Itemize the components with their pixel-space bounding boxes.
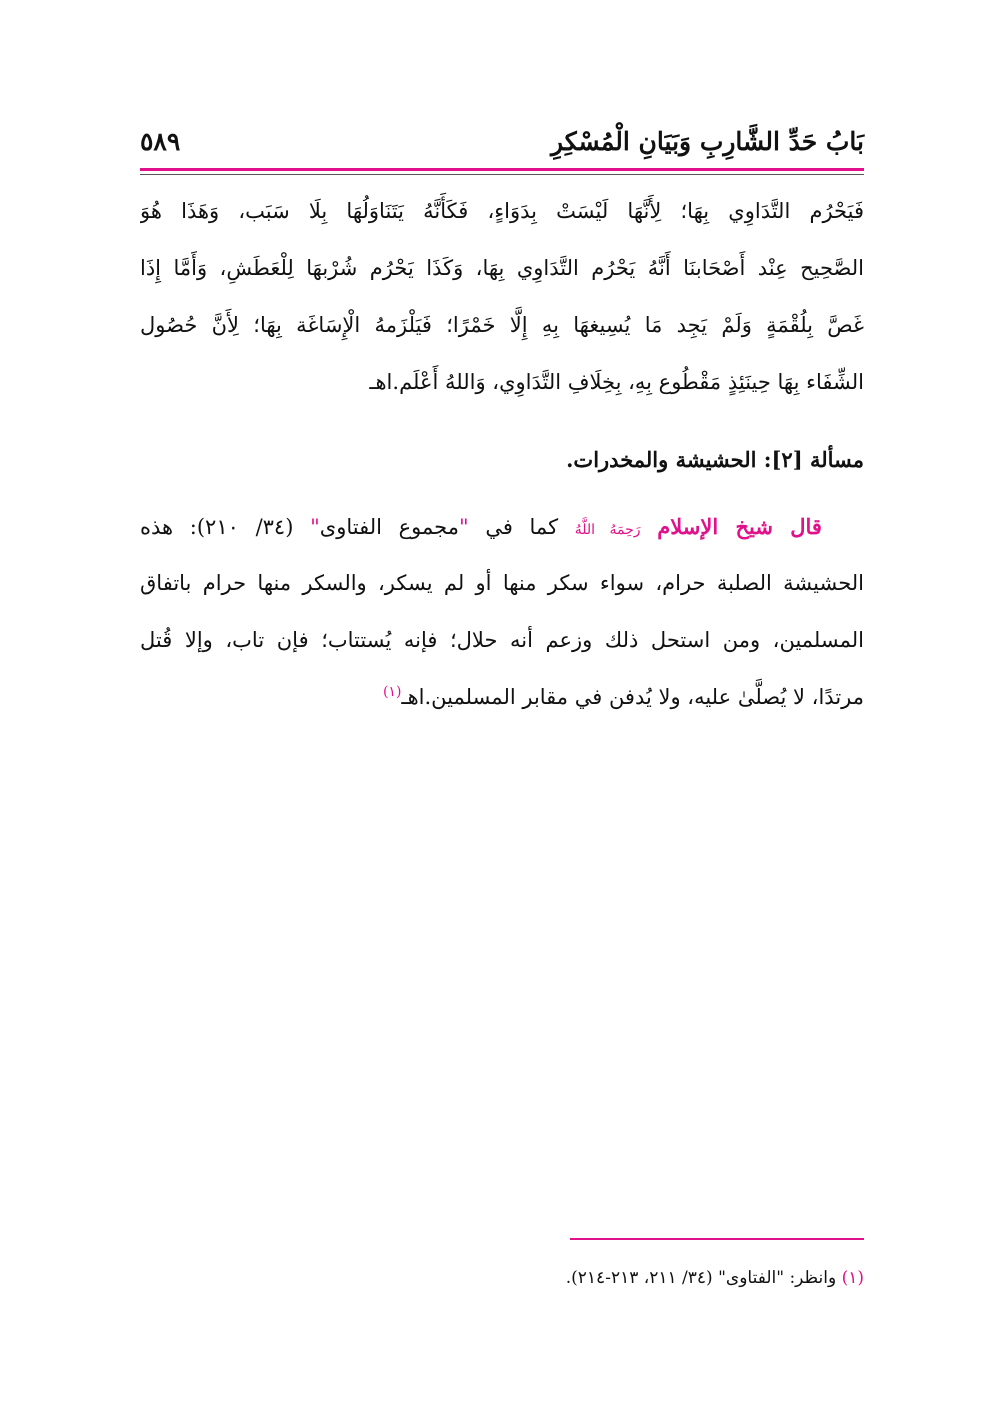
- header-rule: [140, 168, 864, 171]
- quote-speaker: قال شيخ الإسلام: [657, 514, 822, 539]
- page-number: ٥٨٩: [140, 127, 181, 156]
- running-head: [140, 122, 864, 162]
- honorific: رَحِمَهُ اللَّهُ: [574, 522, 641, 538]
- commentary-line: الصَّحِيح عِنْد أَصْحَابنَا أَنَّهُ يَحْرُم التَّدَاوِي بِهَا، وَكَذَا يَحْرُم شُرْبهَا لِلْعَطَشِ، وَأَمَّا إِذَا: [140, 256, 864, 280]
- quote-open-mark: ": [458, 515, 469, 539]
- footnote-number: (١): [841, 1268, 864, 1288]
- chapter-title: بَابُ حَدِّ الشَّارِبِ وَبَيَانِ الْمُسْكِرِ: [550, 127, 864, 156]
- quote-last-text: مرتدًا، لا يُصلَّىٰ عليه، ولا يُدفن في مقابر المسلمين.اهـ: [401, 685, 864, 709]
- footnote-text: وانظر: "الفتاوى" (٣٤/ ٢١١، ٢١٣-٢١٤).: [565, 1268, 837, 1288]
- quote-source: مجموع الفتاوى: [319, 515, 459, 539]
- quote-intro: كما في: [485, 515, 559, 539]
- quote-line: [140, 498, 864, 555]
- quote-line: الحشيشة الصلبة حرام، سواء سكر منها أو لم يسكر، والسكر منها حرام باتفاق: [140, 571, 864, 595]
- commentary-line: فَيَحْرُم التَّدَاوِي بِهَا؛ لِأَنَّهَا لَيْسَتْ بِدَوَاءٍ، فَكَأَنَّهُ يَتَنَاوَلُهَا بِلَا سَبَب، وَهَذَا هُوَ: [140, 199, 864, 223]
- header-rule-thin: [140, 174, 864, 175]
- quote-line: [140, 669, 864, 726]
- quote-reference: (٣٤/ ٢١٠): هذه: [140, 515, 294, 539]
- quote-line: المسلمين، ومن استحل ذلك وزعم أنه حلال؛ فإنه يُستتاب؛ فإن تاب، وإلا قُتل: [140, 628, 864, 652]
- footnote-reference[interactable]: (١): [382, 684, 402, 700]
- commentary-line: الشِّفَاء بِهَا حِينَئِذٍ مَقْطُوع بِهِ، بِخِلَافِ التَّدَاوِي، وَاللهُ أَعْلَم.اهـ: [369, 370, 864, 394]
- footnote-rule: [570, 1238, 864, 1240]
- footnote: [140, 1262, 864, 1294]
- commentary-line: غَصَّ بِلُقْمَةٍ وَلَمْ يَجِد مَا يُسِيغهَا بِهِ إِلَّا خَمْرًا؛ فَيَلْزَمهُ الْإِسَاغَة بِهَا؛ لِأَنَّ حُصُول: [140, 313, 864, 337]
- issue-heading: مسألة [٢]: الحشيشة والمخدرات.: [566, 447, 864, 472]
- quote-paragraph: [140, 498, 864, 726]
- commentary-paragraph: [140, 183, 864, 411]
- quote-close-mark: ": [310, 515, 320, 539]
